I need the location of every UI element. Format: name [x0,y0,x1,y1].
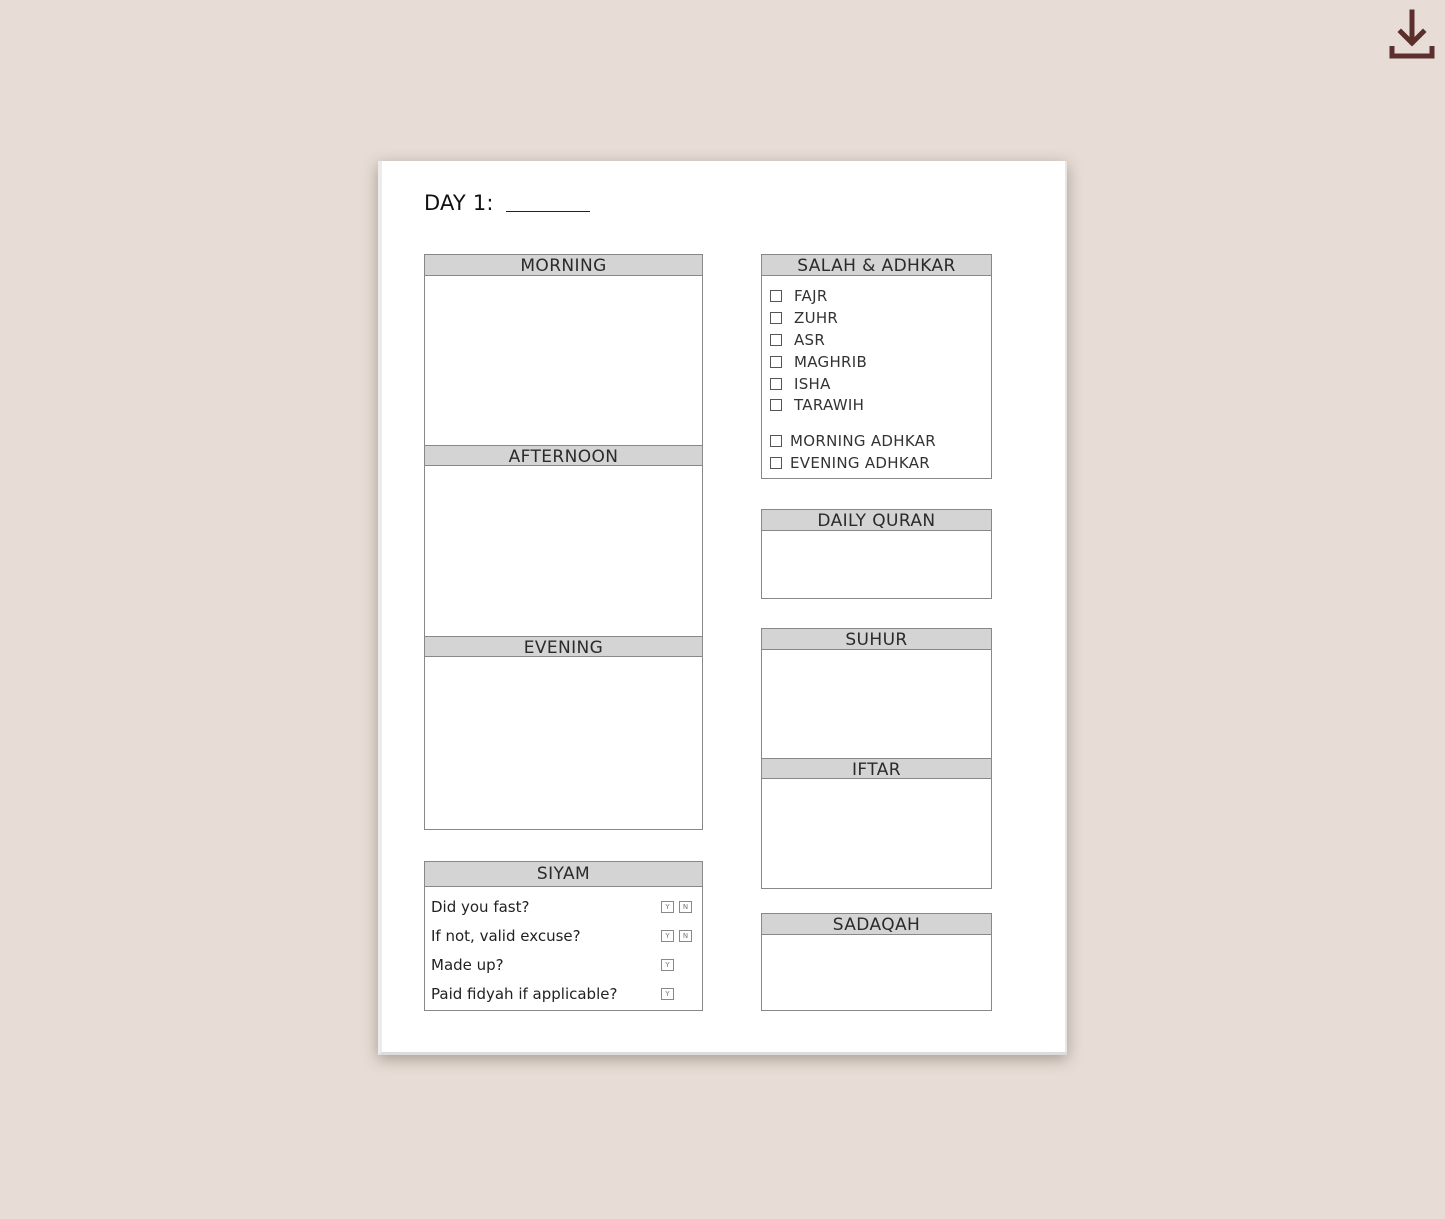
prayer-tarawih[interactable]: TARAWIH [770,396,864,414]
evening-area[interactable] [425,657,702,827]
siyam-row-fast: Did you fast? Y N [431,898,694,916]
checkbox[interactable] [770,378,782,390]
yes-checkbox[interactable]: Y [661,959,674,971]
sadaqah-header: SADAQAH [762,914,991,935]
no-checkbox[interactable]: N [679,901,692,913]
day-heading [424,191,590,215]
afternoon-header: AFTERNOON [425,445,702,466]
salah-box [761,254,992,479]
yes-checkbox[interactable]: Y [661,901,674,913]
afternoon-area[interactable] [425,466,702,636]
sadaqah-area[interactable] [762,935,991,1009]
checkbox[interactable] [770,334,782,346]
siyam-header: SIYAM [425,862,702,887]
adhkar-evening[interactable]: EVENING ADHKAR [770,454,930,472]
siyam-row-made-up: Made up? Y [431,956,694,974]
checkbox[interactable] [770,356,782,368]
prayer-isha[interactable]: ISHA [770,375,831,393]
no-checkbox[interactable]: N [679,930,692,942]
quran-area[interactable] [762,531,991,597]
checkbox[interactable] [770,435,782,447]
day-date-blank[interactable] [506,191,590,212]
download-button[interactable] [1386,8,1438,60]
suhur-header: SUHUR [762,629,991,650]
prayer-zuhr[interactable]: ZUHR [770,309,838,327]
suhur-area[interactable] [762,650,991,758]
quran-header: DAILY QURAN [762,510,991,531]
iftar-header: IFTAR [762,758,991,779]
yes-checkbox[interactable]: Y [661,930,674,942]
quran-box [761,509,992,599]
prayer-asr[interactable]: ASR [770,331,825,349]
checkbox[interactable] [770,312,782,324]
salah-header: SALAH & ADHKAR [762,255,991,276]
day-label: DAY 1: [424,191,494,215]
planner-page [378,161,1067,1055]
morning-area[interactable] [425,276,702,445]
evening-header: EVENING [425,636,702,657]
schedule-box [424,254,703,830]
checkbox[interactable] [770,399,782,411]
prayer-maghrib[interactable]: MAGHRIB [770,353,867,371]
meals-box [761,628,992,889]
sadaqah-box [761,913,992,1011]
prayer-fajr[interactable]: FAJR [770,287,828,305]
iftar-area[interactable] [762,779,991,887]
adhkar-morning[interactable]: MORNING ADHKAR [770,432,936,450]
checkbox[interactable] [770,290,782,302]
morning-header: MORNING [425,255,702,276]
download-icon [1386,8,1438,60]
siyam-row-excuse: If not, valid excuse? Y N [431,927,694,945]
checkbox[interactable] [770,457,782,469]
yes-checkbox[interactable]: Y [661,988,674,1000]
siyam-row-fidyah: Paid fidyah if applicable? Y [431,985,694,1003]
siyam-box [424,861,703,1011]
